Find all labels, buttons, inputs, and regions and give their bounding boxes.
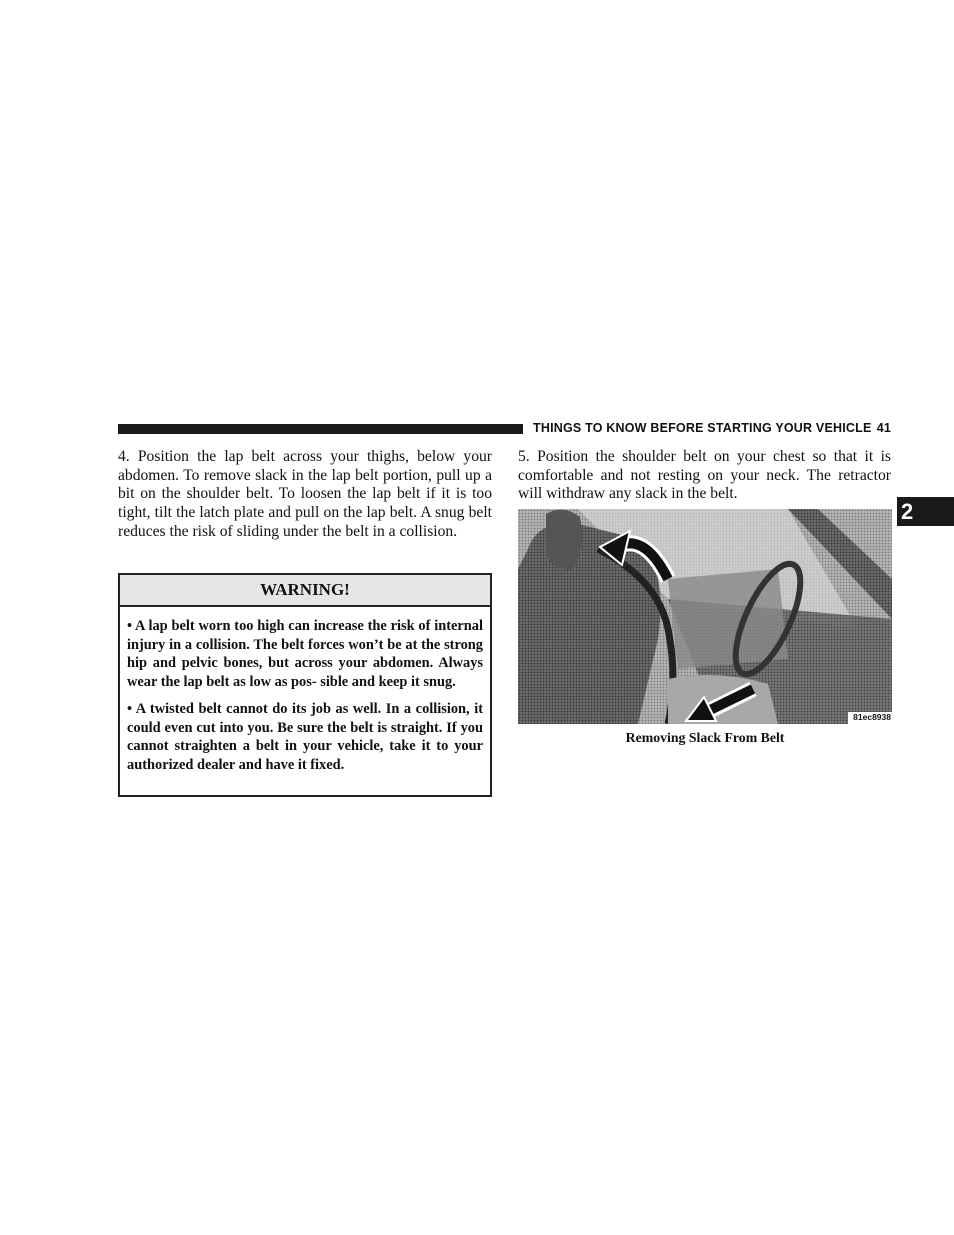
warning-body	[120, 607, 490, 775]
chapter-tab	[897, 497, 954, 526]
vehicle-interior-drawing	[518, 509, 892, 724]
chapter-number: 2	[901, 498, 914, 524]
header-rule	[118, 424, 523, 434]
figure-caption: Removing Slack From Belt	[625, 730, 785, 745]
warning-box	[118, 573, 492, 797]
step-4-paragraph: 4. Position the lap belt across your thighs, below your abdomen. To remove slack in the lap belt portion, pull up a bit on the shoulder belt. To loosen the lap belt if it is too tight, tilt the latch plate and pull on the lap belt. A snug belt reduces the risk of sliding under the belt in a collision.	[118, 448, 492, 540]
warning-item: • A lap belt worn too high can increase the risk of internal injury in a collision. The belt forces won’t be at the strong hip and pelvic bones, but across your abdomen. Always wear the lap belt as low as pos- sible and keep it snug.	[127, 618, 483, 691]
page-number: 41	[876, 421, 891, 435]
running-header	[533, 420, 891, 436]
seat-belt-illustration	[518, 509, 892, 724]
step-5-paragraph: 5. Position the shoulder belt on your chest so that it is comfortable and not resting on your neck. The retractor will withdraw any slack in the belt.	[518, 448, 891, 503]
header-title: THINGS TO KNOW BEFORE STARTING YOUR VEHICLE	[533, 421, 872, 435]
warning-title: WARNING!	[120, 575, 490, 607]
figure-code: 81ec8938	[853, 712, 891, 722]
warning-item: • A twisted belt cannot do its job as well. In a collision, it could even cut into you. Be sure the belt is straight. If you cannot straighten a belt in your vehicle, take it to your authorized dealer and have it fixed.	[127, 700, 483, 773]
